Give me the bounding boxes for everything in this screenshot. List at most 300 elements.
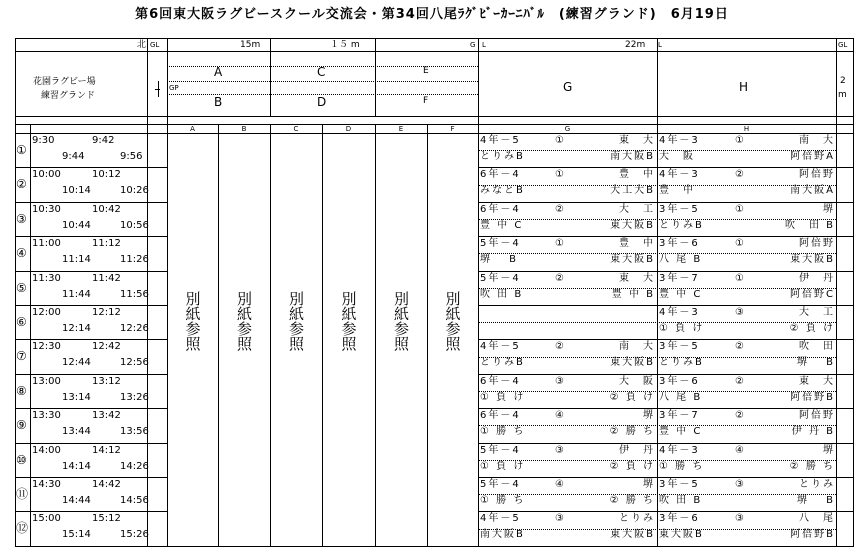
time-end-2: 14:26: [120, 461, 149, 472]
g-game-no: ①: [555, 238, 566, 249]
time-start-2: 15:14: [62, 529, 91, 540]
g-team-b: ② 負 け: [609, 461, 655, 472]
time-end-2: 13:56: [120, 426, 149, 437]
header-vline: [167, 38, 168, 133]
row-line: [15, 271, 168, 272]
row-vline: [836, 133, 837, 168]
colhead-vline: [836, 124, 837, 133]
col-head-d: D: [345, 125, 352, 133]
g-game-no: ④: [555, 479, 566, 490]
header-vline: [375, 38, 376, 116]
g-game-no: ③: [555, 513, 566, 524]
h-team-a: 阿倍野: [799, 238, 835, 249]
row-vline: [30, 477, 31, 512]
row-number: ⑨: [16, 418, 27, 432]
row-number: ⑪: [16, 487, 29, 501]
g-team-b: 東大阪B: [610, 357, 655, 368]
g-team-b: 東大阪B: [610, 529, 655, 540]
header-vline: [836, 38, 837, 133]
row-vline: [836, 374, 837, 409]
h-team-b: 阿倍野B: [790, 529, 835, 540]
g-game-no: ②: [555, 273, 566, 284]
bessi-text: 別紙参照: [339, 291, 358, 351]
row-line: [15, 305, 168, 306]
h-game-no: ①: [735, 135, 746, 146]
h-team-b: 阿倍野C: [790, 289, 835, 300]
g-grade: 4年－5: [480, 513, 521, 524]
h-game-no: ③: [735, 307, 746, 318]
row-vline: [657, 374, 658, 409]
time-end-2: 10:56: [120, 220, 149, 231]
h-team-b: 堺 B: [796, 357, 835, 368]
colhead-vline: [30, 124, 31, 133]
row-number: ⑩: [16, 453, 27, 467]
time-start-1: 15:00: [32, 513, 61, 524]
bessi-text: 別紙参照: [235, 291, 253, 351]
g-team-b: 豊 中 B: [611, 289, 655, 300]
h-game-no: ②: [735, 169, 746, 180]
h-team-left: 八 尾 B: [659, 254, 703, 265]
gp-label: GP: [169, 84, 179, 92]
row-vline: [30, 408, 31, 443]
row-vline: [478, 167, 479, 202]
g-grade: 5年－4: [480, 479, 521, 490]
colhead-vline: [270, 124, 271, 133]
h-game-no: ②: [735, 410, 746, 421]
label-l-right: L: [658, 41, 662, 49]
field-e-label: E: [423, 66, 429, 76]
row-vline: [657, 271, 658, 306]
colhead-vline: [322, 124, 323, 133]
col-head-h: H: [743, 125, 750, 133]
row-number: ⑦: [16, 349, 27, 363]
h-team-b: 南大阪A: [790, 185, 835, 196]
row-vline: [478, 339, 479, 374]
g-grade: 5年－4: [480, 273, 521, 284]
row-line: [478, 477, 854, 478]
h-team-b: ② 勝 ち: [789, 461, 835, 472]
row-vline: [657, 202, 658, 237]
h-game-no: ①: [735, 273, 746, 284]
h-team-left: ① 負 け: [659, 323, 705, 334]
colhead-vline: [167, 124, 168, 133]
row-vline: [30, 271, 31, 306]
time-start-2: 10:44: [62, 220, 91, 231]
field-a-label: A: [214, 65, 223, 79]
bessi-area: [168, 134, 478, 546]
h-grade: 4年－3: [659, 307, 700, 318]
g-team-a: 東 大: [619, 135, 655, 146]
h-team-b: 阿倍野B: [790, 392, 835, 403]
h-grade: 4年－3: [659, 169, 700, 180]
row-vline: [836, 511, 837, 546]
h-team-left: ① 勝 ち: [659, 461, 705, 472]
label-gl-right: GL: [838, 41, 848, 49]
row-vline: [30, 339, 31, 374]
g-team-left: 吹 田 B: [480, 289, 524, 300]
row-vline: [30, 511, 31, 546]
g-team-b: ② 負 け: [609, 392, 655, 403]
h-team-b: 阿倍野A: [790, 151, 835, 162]
g-team-a: 豊 中: [619, 169, 655, 180]
time-start-1: 13:00: [32, 376, 61, 387]
time-end-1: 12:42: [92, 341, 121, 352]
h-grade: 3年－7: [659, 273, 700, 284]
g-team-b: 東大阪B: [610, 254, 655, 265]
g-game-no: ③: [555, 376, 566, 387]
row-vline: [478, 443, 479, 478]
row-vline: [30, 167, 31, 202]
time-start-1: 14:00: [32, 445, 61, 456]
time-end-2: 10:26: [120, 185, 149, 196]
row-vline: [836, 167, 837, 202]
time-start-1: 12:30: [32, 341, 61, 352]
label-15m-a: 15m: [240, 40, 261, 50]
g-game-no: ②: [555, 204, 566, 215]
time-end-2: 11:56: [120, 289, 149, 300]
g-grade: 6年－4: [480, 376, 521, 387]
row-vline: [836, 408, 837, 443]
col-head-c: C: [293, 125, 299, 133]
row-number: ①: [16, 143, 27, 157]
row-vline: [657, 167, 658, 202]
row-line: [478, 271, 854, 272]
row-vline: [657, 305, 658, 340]
g-team-left: 堺 B: [480, 254, 519, 265]
gp-mark: [155, 89, 160, 90]
time-start-2: 14:14: [62, 461, 91, 472]
time-start-1: 10:00: [32, 169, 61, 180]
h-team-a: 伊 丹: [799, 273, 835, 284]
col-head-b: B: [241, 125, 247, 133]
row-vline: [836, 305, 837, 340]
row-vline: [657, 339, 658, 374]
time-start-2: 10:14: [62, 185, 91, 196]
h-game-no: ④: [735, 445, 746, 456]
h-team-a: 堺: [823, 204, 835, 215]
h-team-left: 豊 中 C: [659, 426, 703, 437]
h-grade: 3年－6: [659, 238, 700, 249]
col-head-f: F: [450, 125, 455, 133]
g-game-no: ①: [555, 135, 566, 146]
time-end-1: 9:42: [92, 135, 115, 146]
h-grade: 4年－3: [659, 135, 700, 146]
g-grade: 6年－4: [480, 410, 521, 421]
colhead-vline: [375, 124, 376, 133]
h-team-left: 大 阪: [659, 151, 695, 162]
h-team-b: 堺 B: [796, 495, 835, 506]
g-grade: 4年－5: [480, 341, 521, 352]
label-2: 2: [840, 76, 846, 86]
g-grade: 6年－4: [480, 169, 521, 180]
row-line: [15, 236, 168, 237]
time-end-1: 14:12: [92, 445, 121, 456]
place-label: 花園ラグビー場: [33, 77, 96, 87]
row-number: ④: [16, 246, 27, 260]
time-start-1: 9:30: [32, 135, 55, 146]
h-team-a: 南 大: [799, 135, 835, 146]
row-vline: [836, 236, 837, 271]
h-team-b: 伊 丹 B: [791, 426, 835, 437]
time-start-2: 11:14: [62, 254, 91, 265]
h-grade: 3年－6: [659, 376, 700, 387]
header-vline: [478, 38, 479, 133]
col-head-g: G: [564, 125, 571, 133]
h-team-a: とりみ: [799, 479, 835, 490]
g-game-no: ②: [555, 341, 566, 352]
col-head-a: A: [190, 125, 195, 133]
g-team-b: ② 勝 ち: [609, 495, 655, 506]
row-vline: [657, 408, 658, 443]
header-vline: [147, 38, 148, 133]
g-team-left: みなとB: [480, 185, 525, 196]
row-line: [15, 511, 168, 512]
h-game-no: ③: [735, 479, 746, 490]
row-vline: [836, 202, 837, 237]
time-start-2: 11:44: [62, 289, 91, 300]
bessi-text: 別紙参照: [392, 291, 410, 351]
row-vline: [30, 236, 31, 271]
h-grade: 3年－7: [659, 410, 700, 421]
time-end-2: 12:26: [120, 323, 149, 334]
h-grade: 3年－5: [659, 341, 700, 352]
row-line: [478, 374, 854, 375]
time-start-1: 11:30: [32, 273, 61, 284]
row-vline: [836, 477, 837, 512]
time-end-1: 11:42: [92, 273, 121, 284]
colhead-top: [15, 124, 853, 125]
time-end-1: 13:42: [92, 410, 121, 421]
row-vline: [478, 511, 479, 546]
g-grade: 6年－4: [480, 204, 521, 215]
row-line: [15, 167, 168, 168]
row-line: [15, 443, 168, 444]
g-team-a: とりみ: [619, 513, 655, 524]
row-vline: [30, 133, 31, 168]
row-vline: [836, 443, 837, 478]
field-f-label: F: [423, 96, 429, 106]
row-line: [478, 443, 854, 444]
g-team-left: ① 勝 ち: [480, 426, 526, 437]
bessi-text: 別紙参照: [287, 291, 305, 351]
g-team-b: ② 勝 ち: [609, 426, 655, 437]
bessi-text: 別紙参照: [183, 291, 202, 351]
colhead-vline: [478, 124, 479, 133]
time-start-1: 14:30: [32, 479, 61, 490]
g-team-a: 伊 丹: [619, 445, 655, 456]
row-line: [478, 202, 854, 203]
h-team-left: 豊 中: [659, 185, 695, 196]
field-b-label: B: [214, 95, 223, 109]
h-team-a: 阿倍野: [799, 410, 835, 421]
row-vline: [30, 202, 31, 237]
row-number: ⑧: [16, 384, 27, 398]
h-team-left: とりみB: [659, 220, 704, 231]
row-vline: [30, 305, 31, 340]
time-start-2: 13:44: [62, 426, 91, 437]
time-start-1: 11:00: [32, 238, 61, 249]
h-team-b: ② 負 け: [789, 323, 835, 334]
field-dotline-bot: [167, 94, 478, 95]
row-line: [15, 374, 168, 375]
time-end-1: 14:42: [92, 479, 121, 490]
g-team-b: 大工大B: [610, 185, 655, 196]
time-end-2: 15:26: [120, 529, 149, 540]
row-vline: [478, 236, 479, 271]
time-start-2: 14:44: [62, 495, 91, 506]
row-line: [478, 167, 854, 168]
h-team-a: 吹 田: [799, 341, 835, 352]
time-end-1: 10:42: [92, 204, 121, 215]
g-team-left: ① 負 け: [480, 392, 526, 403]
h-team-left: 東大阪B: [659, 529, 704, 540]
g-team-a: 堺: [643, 410, 655, 421]
row-vline: [478, 133, 479, 168]
row-vline: [657, 477, 658, 512]
row-number: ③: [16, 212, 27, 226]
field-dotline-top: [167, 66, 478, 67]
h-team-a: 八 尾: [799, 513, 835, 524]
row-vline: [836, 339, 837, 374]
col-head-e: E: [398, 125, 404, 133]
time-end-1: 10:12: [92, 169, 121, 180]
label-15m-b: １５ m: [330, 40, 360, 50]
page-title: 第6回東大阪ラグビースクール交流会・第34回八尾ﾗｸﾞﾋﾞｰｶｰﾆﾊﾞﾙ (練習グランド) 6月19日: [135, 7, 729, 22]
g-team-a: 南 大: [619, 341, 655, 352]
right-border: [853, 38, 854, 547]
row-vline: [657, 443, 658, 478]
h-team-b: 東大阪B: [790, 254, 835, 265]
h-grade: 3年－6: [659, 513, 700, 524]
g-team-left: とりみB: [480, 151, 525, 162]
row-vline: [478, 271, 479, 306]
row-number: ②: [16, 177, 27, 191]
h-team-left: 八 尾 B: [659, 392, 703, 403]
row-line: [15, 408, 168, 409]
colhead-vline: [147, 124, 148, 133]
label-l-left: L: [482, 41, 486, 49]
time-start-1: 13:30: [32, 410, 61, 421]
row-number: ⑫: [16, 521, 29, 535]
field-dotline-mid: [167, 81, 478, 82]
field-d-label: D: [317, 95, 327, 109]
row-vline: [478, 202, 479, 237]
row-vline: [147, 133, 148, 168]
row-number: ⑤: [16, 281, 27, 295]
colhead-vline: [427, 124, 428, 133]
colhead-vline: [218, 124, 219, 133]
row-line: [478, 511, 854, 512]
h-game-no: ①: [735, 204, 746, 215]
header-bottom: [15, 116, 853, 117]
g-grade: 4年－5: [480, 135, 521, 146]
h-team-b: 吹 田 B: [784, 220, 835, 231]
row-vline: [836, 271, 837, 306]
time-end-1: 11:12: [92, 238, 121, 249]
h-game-no: ③: [735, 513, 746, 524]
row-line: [478, 408, 854, 409]
time-end-2: 12:56: [120, 357, 149, 368]
g-team-left: ① 負 け: [480, 461, 526, 472]
g-team-b: 南大阪B: [610, 151, 655, 162]
time-end-1: 15:12: [92, 513, 121, 524]
h-team-left: とりみB: [659, 357, 704, 368]
row-vline: [478, 374, 479, 409]
time-start-2: 12:14: [62, 323, 91, 334]
time-start-2: 9:44: [62, 151, 85, 162]
label-g-line: G: [470, 41, 476, 49]
title-bottom: [15, 38, 853, 39]
g-grade: 5年－4: [480, 445, 521, 456]
g-team-left: とりみB: [480, 357, 525, 368]
h-team-left: 豊 中 C: [659, 289, 703, 300]
header-vline: [270, 38, 271, 116]
h-team-a: 阿倍野: [799, 169, 835, 180]
g-team-left: 豊 中 C: [480, 220, 524, 231]
row-vline: [478, 305, 479, 340]
row-vline: [657, 236, 658, 271]
g-team-a: 大 工: [619, 204, 655, 215]
g-grade: 5年－4: [480, 238, 521, 249]
row-number: ⑥: [16, 315, 27, 329]
label-22m: 22m: [625, 40, 646, 50]
h-game-no: ②: [735, 376, 746, 387]
h-grade: 3年－5: [659, 479, 700, 490]
time-end-2: 9:56: [120, 151, 143, 162]
time-end-2: 11:26: [120, 254, 149, 265]
h-grade: 3年－5: [659, 204, 700, 215]
row-vline: [657, 511, 658, 546]
label-m: m: [838, 90, 847, 100]
row-vline: [30, 374, 31, 409]
row-line: [15, 202, 168, 203]
g-team-b: 東大阪B: [610, 220, 655, 231]
h-team-a: 大 工: [799, 307, 835, 318]
row-line: [478, 305, 854, 306]
label-kita: 北: [137, 40, 147, 50]
time-start-1: 12:00: [32, 307, 61, 318]
field-g-label: G: [563, 80, 573, 94]
h-team-a: 堺: [823, 445, 835, 456]
ground-label: 練習グランド: [41, 91, 96, 101]
h-game-no: ②: [735, 341, 746, 352]
row-line: [478, 236, 854, 237]
row-vline: [478, 477, 479, 512]
label-gl-left: GL: [150, 41, 160, 49]
row-line: [15, 477, 168, 478]
field-h-label: H: [739, 80, 749, 94]
g-team-a: 東 大: [619, 273, 655, 284]
time-end-1: 12:12: [92, 307, 121, 318]
g-game-no: ④: [555, 410, 566, 421]
ruler-bottom: [15, 51, 853, 52]
g-team-left: 南大阪B: [480, 529, 525, 540]
g-team-a: 豊 中: [619, 238, 655, 249]
h-grade: 4年－3: [659, 445, 700, 456]
g-team-a: 堺: [643, 479, 655, 490]
time-start-1: 10:30: [32, 204, 61, 215]
row-vline: [478, 408, 479, 443]
time-end-2: 13:26: [120, 392, 149, 403]
g-team-left: ① 勝 ち: [480, 495, 526, 506]
g-team-a: 大 阪: [619, 376, 655, 387]
header-vline: [657, 38, 658, 133]
h-game-no: ①: [735, 238, 746, 249]
time-end-2: 14:56: [120, 495, 149, 506]
time-start-2: 13:14: [62, 392, 91, 403]
row-vline: [30, 443, 31, 478]
colhead-vline: [657, 124, 658, 133]
